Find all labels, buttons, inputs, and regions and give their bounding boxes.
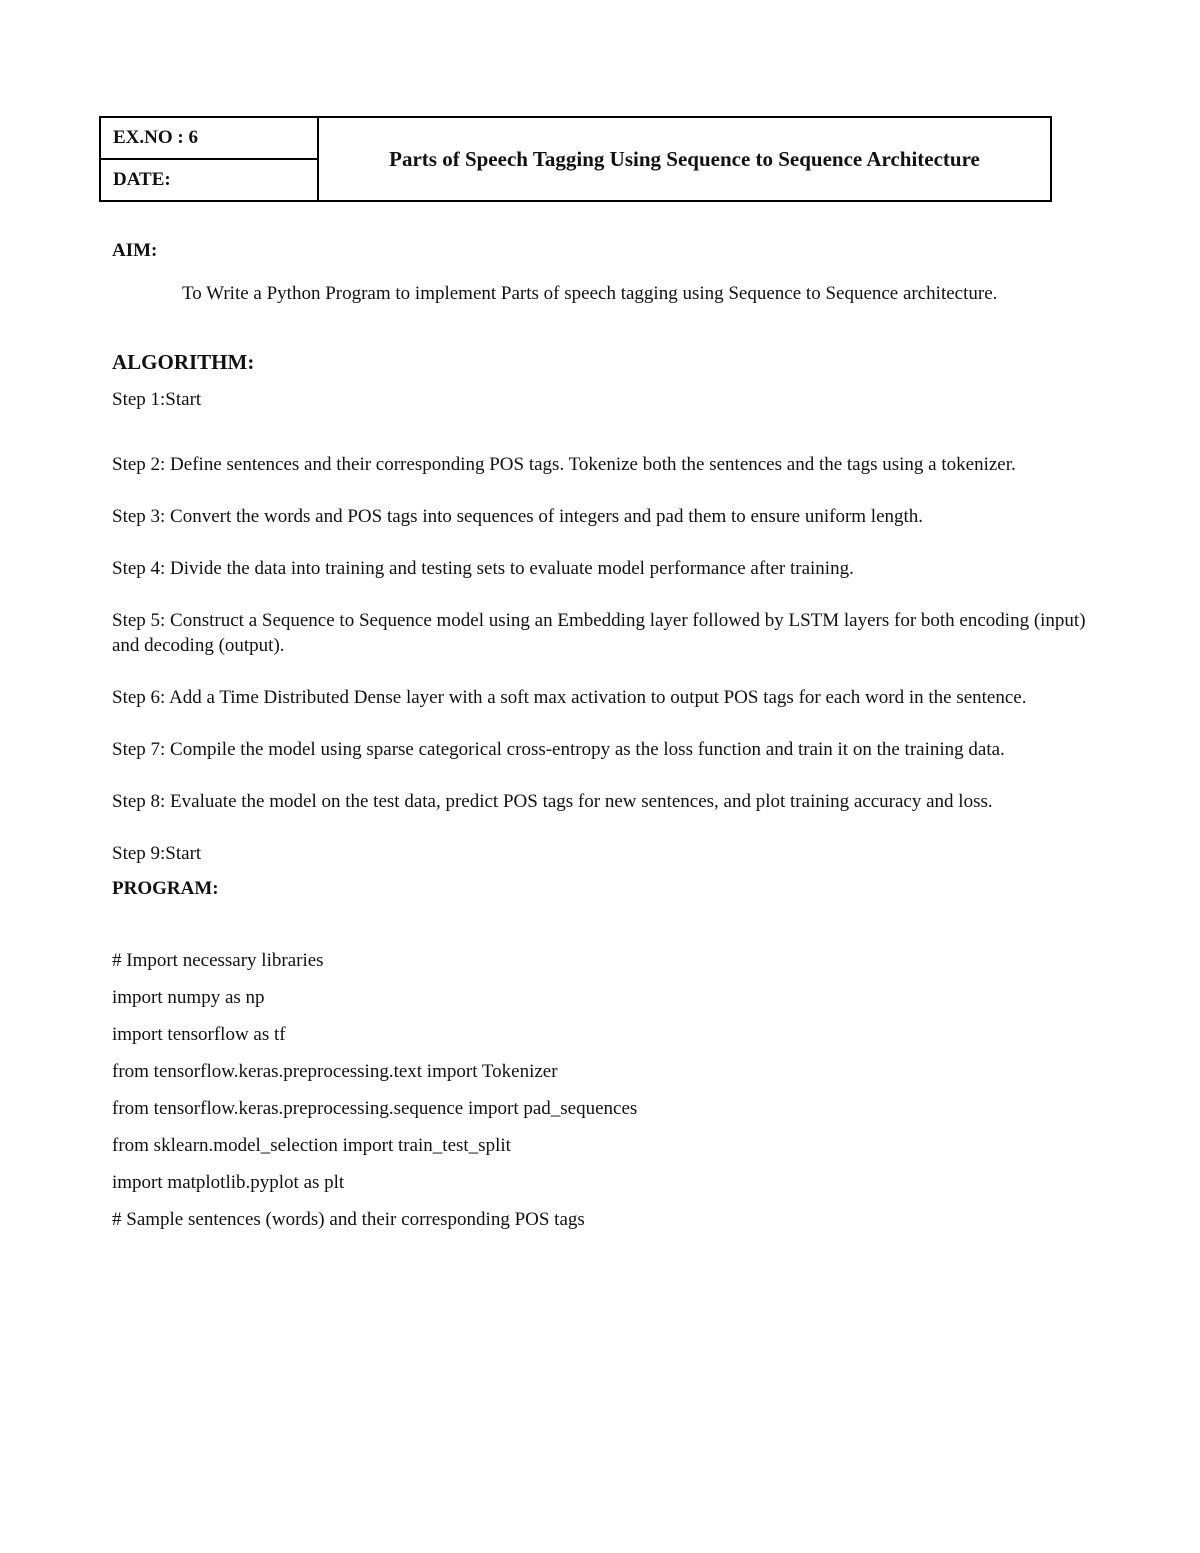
code-line: # Sample sentences (words) and their corresponding POS tags — [112, 1209, 585, 1230]
algorithm-step: Step 4: Divide the data into training and testing sets to evaluate model performance after training. — [112, 558, 854, 579]
aim-text: To Write a Python Program to implement Parts of speech tagging using Sequence to Sequence architecture. — [182, 283, 998, 304]
program-heading: PROGRAM: — [112, 878, 219, 899]
algorithm-step: Step 9:Start — [112, 843, 202, 864]
code-line: from sklearn.model_selection import train_test_split — [112, 1135, 511, 1156]
algorithm-step: Step 1:Start — [112, 389, 202, 410]
program-code — [112, 942, 1088, 1238]
algorithm-step: Step 5: Construct a Sequence to Sequence model using an Embedding layer followed by LSTM layers for both encoding (input) and decoding (output). — [112, 610, 1086, 656]
aim-heading: AIM: — [112, 240, 158, 261]
ex-no-label: EX.NO : 6 — [101, 118, 317, 160]
algorithm-heading: ALGORITHM: — [112, 350, 255, 374]
code-line: import tensorflow as tf — [112, 1024, 286, 1045]
algorithm-step: Step 2: Define sentences and their corresponding POS tags. Tokenize both the sentences and the tags using a tokenizer. — [112, 454, 1016, 475]
code-line: import numpy as np — [112, 987, 265, 1008]
program-section — [112, 878, 1088, 1238]
document-title: Parts of Speech Tagging Using Sequence to Sequence Architecture — [389, 146, 980, 171]
code-line: import matplotlib.pyplot as plt — [112, 1172, 345, 1193]
date-label: DATE: — [113, 169, 171, 190]
algorithm-step: Step 6: Add a Time Distributed Dense layer with a soft max activation to output POS tags for each word in the sentence. — [112, 687, 1027, 708]
code-line: from tensorflow.keras.preprocessing.sequence import pad_sequences — [112, 1098, 638, 1119]
algorithm-step: Step 8: Evaluate the model on the test data, predict POS tags for new sentences, and plot training accuracy and loss. — [112, 791, 993, 812]
algorithm-section — [112, 350, 1088, 866]
code-line: # Import necessary libraries — [112, 950, 324, 971]
aim-section — [112, 240, 1088, 312]
header-left-column — [101, 118, 319, 200]
header-table — [99, 116, 1052, 202]
code-line: from tensorflow.keras.preprocessing.text import Tokenizer — [112, 1061, 558, 1082]
algorithm-step: Step 3: Convert the words and POS tags into sequences of integers and pad them to ensure uniform length. — [112, 506, 924, 527]
document-body — [112, 240, 1088, 1238]
algorithm-steps — [112, 387, 1088, 866]
algorithm-step: Step 7: Compile the model using sparse categorical cross-entropy as the loss function and train it on the training data. — [112, 739, 1005, 760]
